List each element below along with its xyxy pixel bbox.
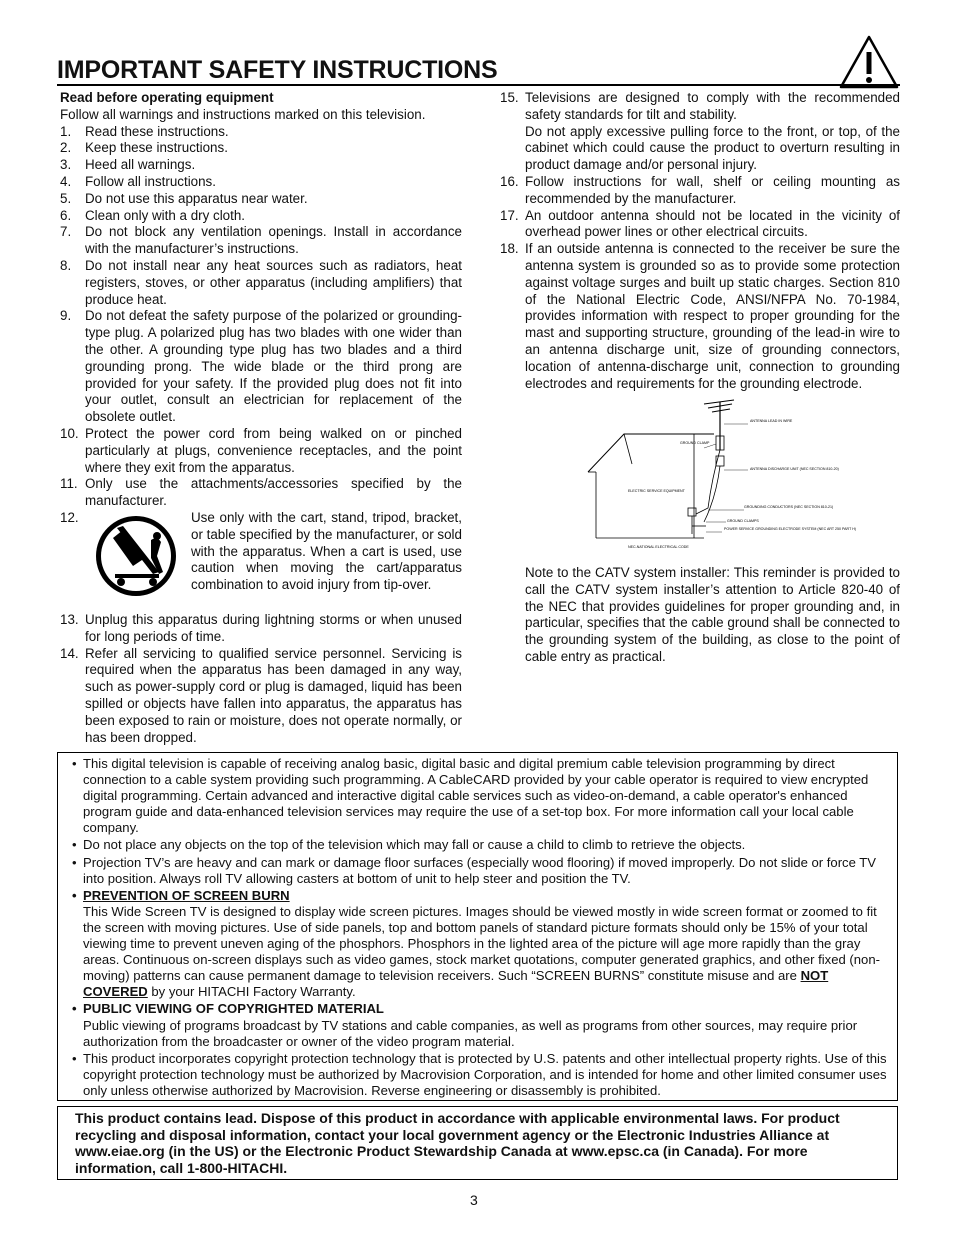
item-number: 5.: [60, 190, 72, 206]
item-text: Protect the power cord from being walked on or pinched particularly at plugs, convenience receptacles, and the point where they exit from the apparatus.: [85, 425, 462, 475]
list-item: [60, 157, 462, 174]
item-number: 6.: [60, 207, 72, 223]
item-text: An outdoor antenna should not be located in the vicinity of overhead power lines or other electrical circuits.: [525, 207, 900, 240]
title-row: [57, 52, 900, 84]
item-text: Do not use this apparatus near water.: [85, 190, 308, 206]
list-item: [60, 308, 462, 426]
item-number: 2.: [60, 140, 72, 156]
warning-triangle-icon: [838, 34, 900, 90]
page-title: IMPORTANT SAFETY INSTRUCTIONS: [57, 56, 498, 84]
list-item: [500, 174, 900, 208]
item-text: Televisions are designed to comply with the recommended safety standards for tilt and stability.: [525, 90, 900, 122]
label-ground-clamp: GROUND CLAMP: [680, 441, 710, 445]
item-number: 4.: [60, 173, 72, 189]
item-text: Read these instructions.: [85, 123, 229, 139]
bullet-item: • Projection TV’s are heavy and can mark or damage floor surfaces (especially wood flooring) if moved improperly. Do not slide or force TV into position. Always roll TV allowing casters at bottom of unit to help steer and position the TV.: [72, 854, 877, 886]
label-antenna-lead-in: ANTENNA LEAD IN WIRE: [750, 419, 793, 423]
item-number: 14.: [60, 645, 79, 661]
item-number: 11.: [60, 476, 78, 492]
list-item: [60, 224, 462, 258]
list-item: [60, 612, 462, 646]
list-item: [60, 426, 462, 476]
list-item: [60, 174, 462, 191]
list-item: [60, 476, 462, 510]
bullet-item: • Do not place any objects on the top of the television which may fall or cause a child to climb to retrieve the objects.: [72, 837, 746, 853]
bullet-item: • This product incorporates copyright protection technology that is protected by U.S. patents and other intellectual property rights. Use of this copyright protection technology must be authorized by Macrovision Corporation, and is intended for home and other limited consumer uses only unless otherwise authorized by Macrovision. Reverse engineering or disassembly is prohibited.: [72, 1050, 887, 1098]
label-grounding-conductors: GROUNDING CONDUCTORS (NEC SECTION 810-21): [744, 505, 834, 509]
item-number: 1.: [60, 123, 72, 139]
left-item-list-after: [60, 612, 462, 746]
right-item-list: [500, 174, 900, 392]
item-number: 8.: [60, 257, 72, 273]
bullet-item: • This digital television is capable of receiving analog basic, digital basic and digital premium cable television programming by direct connection to a cable system providing such programming. A CableCARD provided by your cable operator is required to view encrypted digital programming. Certain advanced and interactive digital cable services such as video-on-demand, a cable operator's enhanced program guide and data-enhanced television services may require the use of a set-top box. For more information call your local cable company.: [72, 756, 869, 836]
intro-heading: Read before operating equipment: [60, 90, 274, 105]
item-text: Do not defeat the safety purpose of the polarized or grounding-type plug. A polarized plug has two blades with one wider than the other. A grounding type plug has two blades and a third grounding prong. The wide blade or the third prong are provided for your safety. If the provided plug does not fit into your outlet, consult an electrician for replacement of the obsolete outlet.: [85, 308, 462, 425]
item-text: Follow instructions for wall, shelf or ceiling mounting as recommended by the manufacturer.: [525, 173, 900, 206]
list-item: [60, 646, 462, 747]
item-number: 10.: [60, 425, 79, 441]
right-column: [500, 90, 900, 392]
page-number: 3: [470, 1192, 478, 1208]
item-text: Do not install near any heat sources such as radiators, heat registers, stoves, or other apparatus (including amplifiers) that produce heat.: [85, 257, 462, 307]
label-electric-service: ELECTRIC SERVICE EQUIPMENT: [628, 489, 685, 493]
item-text: If an outside antenna is connected to the receiver be sure the antenna system is grounded so as to provide some protection against voltage surges and built up static charges. Section 810 of the National Electric Code, ANSI/NFPA No. 70-1984, provides information with respect to proper grounding for the mast and supporting structure, grounding of the lead-in wire to an antenna discharge unit, size of grounding connectors, location of antenna-discharge unit, connection to grounding electrodes and requirements for the grounding electrode.: [525, 241, 900, 391]
antenna-grounding-diagram: [584, 398, 856, 556]
item-text: Use only with the cart, stand, tripod, bracket, or table specified by the manufacturer, or sold with the apparatus. When a cart is used, use caution when moving the cart/apparatus combination to avoid injury from tip-over.: [191, 509, 462, 593]
item-text: Do not apply excessive pulling force to the front, or top, of the cabinet which could cause the product to overturn resulting in product damage and/or personal injury.: [525, 123, 900, 173]
list-item: [60, 208, 462, 225]
list-item: [60, 124, 462, 141]
bullet-item: • PUBLIC VIEWING OF COPYRIGHTED MATERIAL Public viewing of programs broadcast by TV stations and cable companies, as well as programs from other sources, may require prior authorization from the broadcaster or owner of the video program material.: [72, 1001, 889, 1049]
intro-text: Follow all warnings and instructions marked on this television.: [60, 106, 426, 122]
label-nec: NEC-NATIONAL ELECTRICAL CODE: [628, 545, 689, 549]
item-number: 7.: [60, 224, 72, 240]
list-item: [60, 191, 462, 208]
item-number: 9.: [60, 308, 72, 324]
left-item-list: [60, 124, 462, 510]
list-item: [500, 208, 900, 242]
catv-note: Note to the CATV system installer: This reminder is provided to call the CATV system installer’s attention to Article 820-40 of the NEC that provides guidelines for proper grounding and, in particular, specifies that the cable ground shall be connected to the grounding system of the building, as close to the point of cable entry as practical.: [525, 565, 900, 664]
lead-disposal-box: This product contains lead. Dispose of this product in accordance with applicable environmental laws. For product recycling and disposal information, contact your local government agency or the Electronic Industries Alliance at www.eiae.org (in the US) or the Electronic Product Stewardship Canada at www.epsc.ca (in Canada). For more information, call 1-800-HITACHI.: [57, 1106, 898, 1180]
item-number: 3.: [60, 157, 72, 173]
item-text: Heed all warnings.: [85, 157, 196, 173]
item-number: 12.: [60, 509, 79, 525]
cart-tip-over-icon: [93, 514, 179, 598]
list-item-12: [60, 510, 462, 612]
list-item: [60, 140, 462, 157]
item-number: 16.: [500, 173, 519, 189]
list-item-15: [500, 90, 900, 174]
left-column: [60, 90, 462, 746]
item-text: Do not block any ventilation openings. Install in accordance with the manufacturer’s instructions.: [85, 224, 462, 257]
item-text: Unplug this apparatus during lightning storms or when unused for long periods of time.: [85, 611, 462, 644]
item-number: 18.: [500, 241, 519, 257]
item-text: Only use the attachments/accessories specified by the manufacturer.: [85, 476, 462, 509]
item-number: 13.: [60, 611, 79, 627]
section-heading: PREVENTION OF SCREEN BURN: [83, 887, 290, 903]
notice-box: [57, 752, 898, 1101]
title-rule: [57, 84, 900, 86]
bullet-item: • PREVENTION OF SCREEN BURN This Wide Screen TV is designed to display wide screen pictures. Images should be viewed mostly in wide screen format or zoomed to fit the screen with moving pictures. Use of side panels, top and bottom panels of standard picture formats should only be 15% of your total viewing time to prevent uneven aging of the phosphors. Phosphors in the lighted area of the picture will age more rapidly than the gray areas. Continuous on-screen displays such as video games, stock market quotations, computer generated graphics, and other fixed (non-moving) patterns can cause permanent damage to television receivers. Such “SCREEN BURNS” constitute misuse and are NOT COVERED by your HITACHI Factory Warranty.: [72, 888, 889, 1001]
item-number: 17.: [500, 207, 519, 223]
item-text: Follow all instructions.: [85, 173, 216, 189]
item-text: Refer all servicing to qualified service personnel. Servicing is required when the apparatus has been damaged in any way, such as power-supply cord or plug is damaged, liquid has been spilled or objects have fallen into apparatus, the apparatus has been exposed to rain or moisture, does not operate normally, or has been dropped.: [85, 645, 462, 745]
label-discharge-unit: ANTENNA DISCHARGE UNIT (NEC SECTION 810-20): [750, 467, 839, 471]
item-text: Keep these instructions.: [85, 140, 228, 156]
label-ground-clamps: GROUND CLAMPS: [727, 519, 759, 523]
item-text: Clean only with a dry cloth.: [85, 207, 246, 223]
list-item: [60, 258, 462, 308]
label-power-service: POWER SERVICE GROUNDING ELECTRODE SYSTEM (NEC ART 250 PART H): [724, 527, 856, 531]
section-heading: PUBLIC VIEWING OF COPYRIGHTED MATERIAL: [83, 1001, 384, 1017]
item-number: 15.: [500, 90, 519, 105]
list-item: [500, 241, 900, 392]
